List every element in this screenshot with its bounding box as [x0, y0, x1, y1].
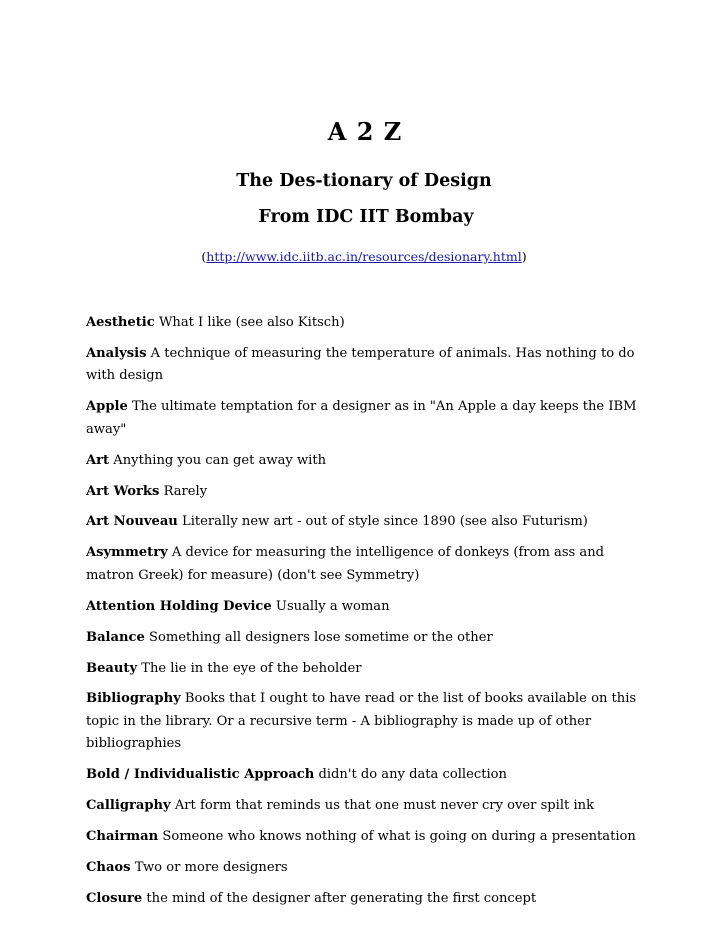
- glossary-entry: [86, 627, 646, 650]
- entry-definition: A technique of measuring the temperature of animals. Has nothing to do with design: [86, 345, 635, 384]
- entry-term: Bibliography: [86, 691, 181, 707]
- glossary-entries: [86, 312, 646, 919]
- entry-term: Beauty: [86, 660, 138, 676]
- entry-definition: The ultimate temptation for a designer as in "An Apple a day keeps the IBM away": [86, 399, 637, 437]
- document-source: From IDC IIT Bombay: [258, 207, 474, 227]
- url-open-paren: (: [201, 249, 207, 264]
- document-subtitle: The Des-tionary of Design: [236, 171, 492, 191]
- entry-definition: Anything you can get away with: [113, 452, 327, 468]
- glossary-entry: [86, 396, 646, 441]
- entry-definition: Rarely: [163, 483, 208, 499]
- entry-definition: Books that I ought to have read or the list of books available on this topic in the library. Or a recursive term - A bibliography is made up of other bibliographies: [86, 691, 637, 752]
- source-url-line: [0, 249, 728, 264]
- glossary-entry: [86, 312, 646, 335]
- entry-definition: What I like (see also Kitsch): [158, 315, 345, 330]
- entry-definition: Usually a woman: [275, 598, 390, 614]
- glossary-entry: [86, 888, 646, 911]
- entry-term: Art Nouveau: [86, 514, 178, 530]
- entry-definition: Two or more designers: [134, 859, 288, 875]
- entry-term: Closure: [86, 890, 143, 906]
- glossary-entry: [86, 688, 646, 756]
- glossary-entry: [86, 826, 646, 849]
- entry-definition: Literally new art - out of style since 1890 (see also Futurism): [182, 514, 588, 530]
- entry-term: Asymmetry: [86, 545, 168, 561]
- glossary-entry: [86, 450, 646, 473]
- entry-definition: Something all designers lose sometime or the other: [149, 629, 493, 645]
- glossary-entry: [86, 596, 646, 619]
- entry-term: Balance: [86, 629, 145, 645]
- entry-term: Attention Holding Device: [86, 598, 272, 614]
- entry-term: Apple: [86, 399, 128, 415]
- glossary-entry: [86, 764, 646, 787]
- entry-definition: didn't do any data collection: [318, 767, 507, 783]
- glossary-entry: [86, 343, 646, 388]
- entry-term: Calligraphy: [86, 798, 171, 814]
- entry-term: Art Works: [86, 483, 160, 499]
- entry-term: Bold / Individualistic Approach: [86, 767, 315, 783]
- entry-term: Analysis: [86, 345, 147, 361]
- document-title: A 2 Z: [327, 117, 403, 146]
- entry-term: Chairman: [86, 829, 159, 845]
- glossary-entry: [86, 542, 646, 587]
- entry-definition: the mind of the designer after generating the first concept: [146, 890, 537, 906]
- glossary-entry: [86, 857, 646, 880]
- source-url-link[interactable]: http://www.idc.iitb.ac.in/resources/desionary.html: [206, 249, 522, 264]
- entry-definition: A device for measuring the intelligence of donkeys (from ass and matron Greek) for measure) (don't see Symmetry): [86, 545, 605, 583]
- glossary-entry: [86, 511, 646, 534]
- url-close-paren: ): [521, 249, 527, 264]
- glossary-entry: [86, 795, 646, 818]
- entry-definition: Art form that reminds us that one must never cry over spilt ink: [174, 798, 595, 814]
- glossary-entry: [86, 481, 646, 504]
- entry-term: Aesthetic: [86, 315, 155, 330]
- entry-term: Art: [86, 452, 110, 468]
- entry-definition: The lie in the eye of the beholder: [141, 660, 362, 676]
- glossary-entry: [86, 658, 646, 681]
- entry-definition: Someone who knows nothing of what is going on during a presentation: [162, 829, 636, 845]
- entry-term: Chaos: [86, 859, 131, 875]
